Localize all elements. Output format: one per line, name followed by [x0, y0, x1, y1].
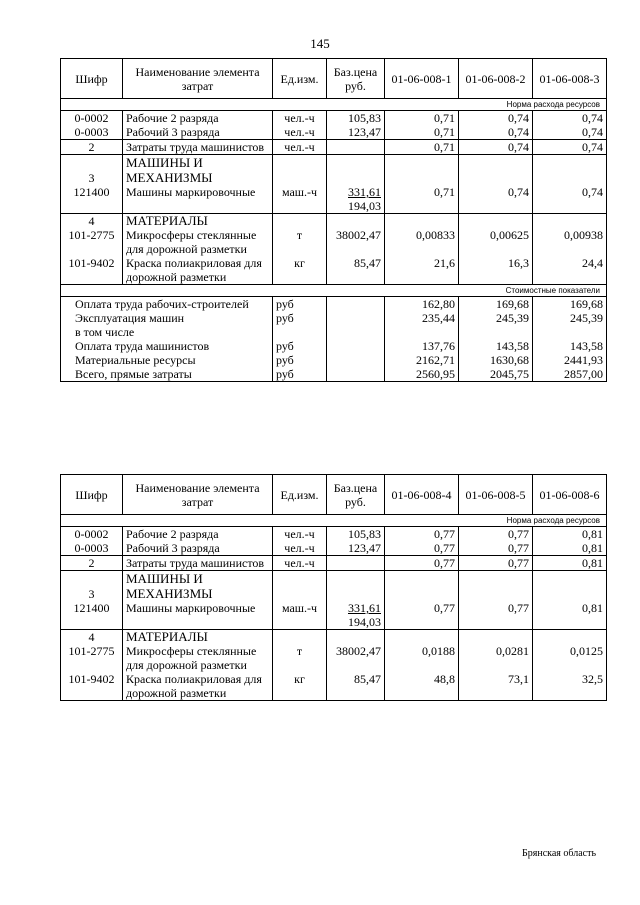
row-unit: чел.-ч: [273, 541, 327, 556]
row-unit: т: [273, 228, 327, 256]
row-price: 38002,47: [327, 644, 385, 672]
row-code: 101-9402: [61, 256, 123, 285]
row-name: Затраты труда машинистов: [123, 140, 273, 155]
cost-note-row: [61, 285, 607, 297]
cost-row: [61, 353, 607, 367]
cost-value: 169,68: [459, 297, 533, 312]
cost-value: 245,39: [459, 311, 533, 325]
table-row: [61, 527, 607, 542]
row-unit: чел.-ч: [273, 125, 327, 140]
row-value: 0,77: [459, 541, 533, 556]
row-value: 21,6: [385, 256, 459, 285]
row-value: 0,71: [385, 125, 459, 140]
row-value: 0,74: [533, 140, 607, 155]
table-row: [61, 185, 607, 214]
row-name: Рабочий 3 разряда: [123, 125, 273, 140]
row-value: 0,71: [385, 140, 459, 155]
header-col-6: 01-06-008-6: [533, 475, 607, 515]
norm-note: Норма расхода ресурсов: [61, 99, 607, 111]
cost-value: 143,58: [533, 339, 607, 353]
row-unit: кг: [273, 256, 327, 285]
norm-note: Норма расхода ресурсов: [61, 515, 607, 527]
table-row: [61, 556, 607, 571]
group-code: 3: [61, 155, 123, 186]
row-code: 0-0002: [61, 111, 123, 126]
table-row: [61, 541, 607, 556]
cost-name: Материальные ресурсы: [61, 353, 273, 367]
row-value: 0,00938: [533, 228, 607, 256]
cost-row: [61, 325, 607, 339]
table-row: [61, 228, 607, 256]
cost-value: 2441,93: [533, 353, 607, 367]
row-value: 0,74: [459, 125, 533, 140]
page-number: 145: [310, 36, 330, 51]
row-name: Краска полиакриловая для дорожной разметки: [123, 256, 273, 285]
group-header-row: [61, 571, 607, 602]
table-row: [61, 601, 607, 630]
cost-unit: руб: [273, 353, 327, 367]
cost-name: Всего, прямые затраты: [61, 367, 273, 382]
row-value: 0,0188: [385, 644, 459, 672]
row-value: 0,77: [385, 541, 459, 556]
row-unit: маш.-ч: [273, 601, 327, 630]
header-code: Шифр: [61, 475, 123, 515]
table-row: [61, 125, 607, 140]
row-value: 0,74: [459, 140, 533, 155]
row-code: 0-0003: [61, 125, 123, 140]
row-code: 0-0003: [61, 541, 123, 556]
row-value: 0,77: [459, 556, 533, 571]
cost-value: 235,44: [385, 311, 459, 325]
row-unit: кг: [273, 672, 327, 701]
cost-unit: руб: [273, 311, 327, 325]
header-col-5: 01-06-008-5: [459, 475, 533, 515]
row-value: 0,0125: [533, 644, 607, 672]
row-code: 101-9402: [61, 672, 123, 701]
row-value: 0,77: [385, 556, 459, 571]
group-code: 3: [61, 571, 123, 602]
price-top: 331,61: [348, 601, 381, 615]
header-unit: Ед.изм.: [273, 475, 327, 515]
row-unit: чел.-ч: [273, 556, 327, 571]
table-row: [61, 111, 607, 126]
footer-region: Брянская область: [522, 848, 597, 859]
row-value: 0,81: [533, 601, 607, 630]
row-name: Краска полиакриловая для дорожной разметки: [123, 672, 273, 701]
row-code: 121400: [61, 185, 123, 214]
row-price: 38002,47: [327, 228, 385, 256]
row-value: 0,74: [459, 185, 533, 214]
cost-name: Оплата труда рабочих-строителей: [61, 297, 273, 312]
row-code: 101-2775: [61, 228, 123, 256]
header-unit: Ед.изм.: [273, 59, 327, 99]
cost-row: [61, 311, 607, 325]
table-row: [61, 672, 607, 701]
row-value: 24,4: [533, 256, 607, 285]
row-value: 0,0281: [459, 644, 533, 672]
cost-incl-label: в том числе: [61, 325, 273, 339]
row-name: Микросферы стеклянные для дорожной разметки: [123, 644, 273, 672]
table-header-row: [61, 59, 607, 99]
cost-value: 2162,71: [385, 353, 459, 367]
price-bottom: 194,03: [348, 199, 381, 213]
cost-value: 137,76: [385, 339, 459, 353]
row-value: 0,81: [533, 527, 607, 542]
row-unit: т: [273, 644, 327, 672]
row-code: 0-0002: [61, 527, 123, 542]
row-value: 0,81: [533, 556, 607, 571]
cost-note: Стоимостные показатели: [61, 285, 607, 297]
row-value: 0,77: [459, 527, 533, 542]
estimate-table-2: [60, 474, 607, 701]
group-header-row: [61, 630, 607, 645]
cost-unit: руб: [273, 367, 327, 382]
cost-value: 245,39: [533, 311, 607, 325]
group-code: 4: [61, 630, 123, 645]
cost-row: [61, 297, 607, 312]
header-col-3: 01-06-008-3: [533, 59, 607, 99]
cost-value: 143,58: [459, 339, 533, 353]
row-price: 105,83: [327, 527, 385, 542]
group-code: 2: [61, 140, 123, 155]
row-name: Затраты труда машинистов: [123, 556, 273, 571]
row-value: 48,8: [385, 672, 459, 701]
row-price: 123,47: [327, 125, 385, 140]
row-price: [327, 601, 385, 630]
header-col-4: 01-06-008-4: [385, 475, 459, 515]
row-value: 0,77: [459, 601, 533, 630]
row-price: 85,47: [327, 256, 385, 285]
row-value: 0,74: [533, 125, 607, 140]
row-name: Микросферы стеклянные для дорожной разметки: [123, 228, 273, 256]
row-value: 0,00833: [385, 228, 459, 256]
table-row: [61, 140, 607, 155]
cost-value: 2560,95: [385, 367, 459, 382]
row-value: 0,77: [385, 601, 459, 630]
row-price: 85,47: [327, 672, 385, 701]
group-header-row: [61, 155, 607, 186]
table-row: [61, 644, 607, 672]
row-value: 0,77: [385, 527, 459, 542]
price-top: 331,61: [348, 185, 381, 199]
cost-value: 169,68: [533, 297, 607, 312]
row-unit: маш.-ч: [273, 185, 327, 214]
header-price: Баз.цена руб.: [327, 59, 385, 99]
row-name: Рабочие 2 разряда: [123, 527, 273, 542]
row-value: 0,71: [385, 185, 459, 214]
cost-unit: руб: [273, 297, 327, 312]
header-code: Шифр: [61, 59, 123, 99]
group-title: МАШИНЫ И МЕХАНИЗМЫ: [123, 155, 273, 186]
row-name: Рабочие 2 разряда: [123, 111, 273, 126]
row-name: Машины маркировочные: [123, 601, 273, 630]
row-value: 0,81: [533, 541, 607, 556]
group-title: МАТЕРИАЛЫ: [123, 214, 273, 229]
group-code: 2: [61, 556, 123, 571]
header-col-2: 01-06-008-2: [459, 59, 533, 99]
row-value: 0,71: [385, 111, 459, 126]
row-value: 73,1: [459, 672, 533, 701]
group-title: МАШИНЫ И МЕХАНИЗМЫ: [123, 571, 273, 602]
group-title: МАТЕРИАЛЫ: [123, 630, 273, 645]
cost-name: Эксплуатация машин: [61, 311, 273, 325]
row-value: 32,5: [533, 672, 607, 701]
header-col-1: 01-06-008-1: [385, 59, 459, 99]
row-value: 0,00625: [459, 228, 533, 256]
norm-note-row: [61, 515, 607, 527]
cost-name: Оплата труда машинистов: [61, 339, 273, 353]
row-unit: чел.-ч: [273, 527, 327, 542]
cost-unit: руб: [273, 339, 327, 353]
row-value: 0,74: [459, 111, 533, 126]
row-price: 105,83: [327, 111, 385, 126]
header-name: Наименование элемента затрат: [123, 475, 273, 515]
header-name: Наименование элемента затрат: [123, 59, 273, 99]
row-name: Рабочий 3 разряда: [123, 541, 273, 556]
cost-row: [61, 339, 607, 353]
estimate-table-1: [60, 58, 607, 382]
cost-value: 2857,00: [533, 367, 607, 382]
norm-note-row: [61, 99, 607, 111]
table-row: [61, 256, 607, 285]
row-unit: чел.-ч: [273, 111, 327, 126]
row-code: 121400: [61, 601, 123, 630]
group-code: 4: [61, 214, 123, 229]
row-code: 101-2775: [61, 644, 123, 672]
row-value: 0,74: [533, 185, 607, 214]
cost-value: 2045,75: [459, 367, 533, 382]
cost-value: 162,80: [385, 297, 459, 312]
table-header-row: [61, 475, 607, 515]
row-value: 0,74: [533, 111, 607, 126]
header-price: Баз.цена руб.: [327, 475, 385, 515]
cost-value: 1630,68: [459, 353, 533, 367]
row-unit: чел.-ч: [273, 140, 327, 155]
price-bottom: 194,03: [348, 615, 381, 629]
row-name: Машины маркировочные: [123, 185, 273, 214]
row-price: [327, 185, 385, 214]
cost-row: [61, 367, 607, 382]
row-price: 123,47: [327, 541, 385, 556]
row-value: 16,3: [459, 256, 533, 285]
group-header-row: [61, 214, 607, 229]
